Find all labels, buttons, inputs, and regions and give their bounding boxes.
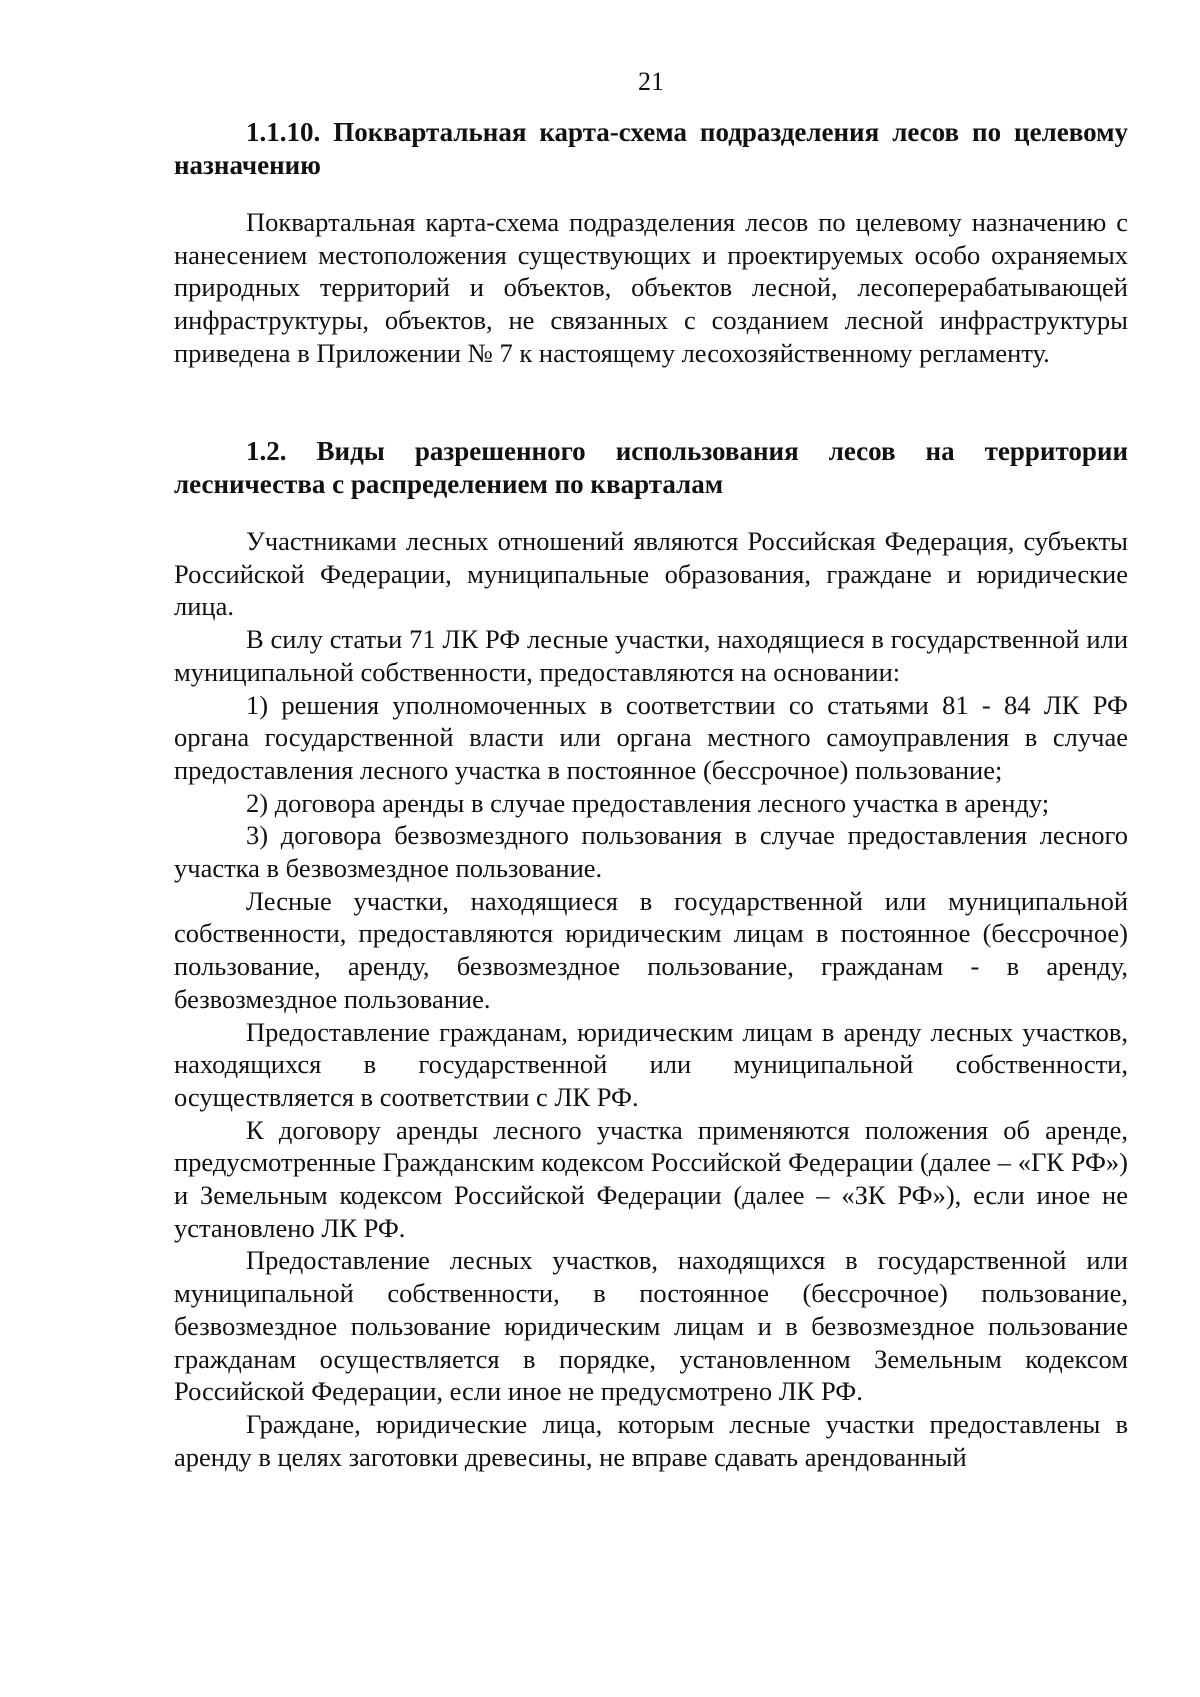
paragraph: В силу статьи 71 ЛК РФ лесные участки, находящиеся в государственной или муниципальной собственности, предоставляются на основании:: [174, 624, 1128, 687]
section-heading-1-1-10: 1.1.10. Поквартальная карта-схема подразделения лесов по целевому назначению: [174, 117, 1128, 180]
paragraph: Граждане, юридические лица, которым лесные участки предоставлены в аренду в целях заготовки древесины, не вправе сдавать арендованный: [174, 1408, 1128, 1472]
list-item-3: 3) договора безвозмездного пользования в случае предоставления лесного участка в безвозмездное пользование.: [174, 820, 1128, 884]
paragraph: Поквартальная карта-схема подразделения лесов по целевому назначению с нанесением местоположения существующих и проектируемых особо охраняемых природных территорий и объектов, объектов лесной, лесоперерабатывающей инфраструктуры, объектов, не связанных с созданием лесной инфраструктуры приведена в Приложении № 7 к настоящему лесохозяйственному регламенту.: [174, 207, 1128, 368]
paragraph: Участниками лесных отношений являются Российская Федерация, субъекты Российской Федерации, муниципальные образования, граждане и юридические лица.: [174, 526, 1128, 622]
page-number: 21: [638, 67, 664, 96]
list-item-1: 1) решения уполномоченных в соответствии со статьями 81 - 84 ЛК РФ органа государственной власти или органа местного самоуправления в случае предоставления лесного участка в постоянное (бессрочное) пользование;: [174, 689, 1128, 785]
paragraph: Предоставление гражданам, юридическим лицам в аренду лесных участков, находящихся в государственной или муниципальной собственности, осуществляется в соответствии с ЛК РФ.: [174, 1016, 1128, 1112]
paragraph: Лесные участки, находящиеся в государственной или муниципальной собственности, предоставляются юридическим лицам в постоянное (бессрочное) пользование, аренду, безвозмездное пользование, гражданам - в аренду, безвозмездное пользование.: [174, 885, 1128, 1014]
paragraph: К договору аренды лесного участка применяются положения об аренде, предусмотренные Гражданским кодексом Российской Федерации (далее – «ГК РФ») и Земельным кодексом Российской Федерации (далее – «ЗК РФ»), если иное не установлено ЛК РФ.: [174, 1114, 1128, 1243]
section-body-1-1-10: [174, 206, 1128, 370]
paragraph: Предоставление лесных участков, находящихся в государственной или муниципальной собственности, в постоянное (бессрочное) пользование, безвозмездное пользование юридическим лицам и в безвозмездное пользование гражданам осуществляется в порядке, установленном Земельным кодексом Российской Федерации, если иное не предусмотрено ЛК РФ.: [174, 1245, 1128, 1407]
section-heading-1-2: 1.2. Виды разрешенного использования лесов на территории лесничества с распределением по кварталам: [174, 436, 1128, 499]
list-item-2: 2) договора аренды в случае предоставления лесного участка в аренду;: [246, 787, 1050, 818]
section-body-1-2: [174, 525, 1128, 1473]
